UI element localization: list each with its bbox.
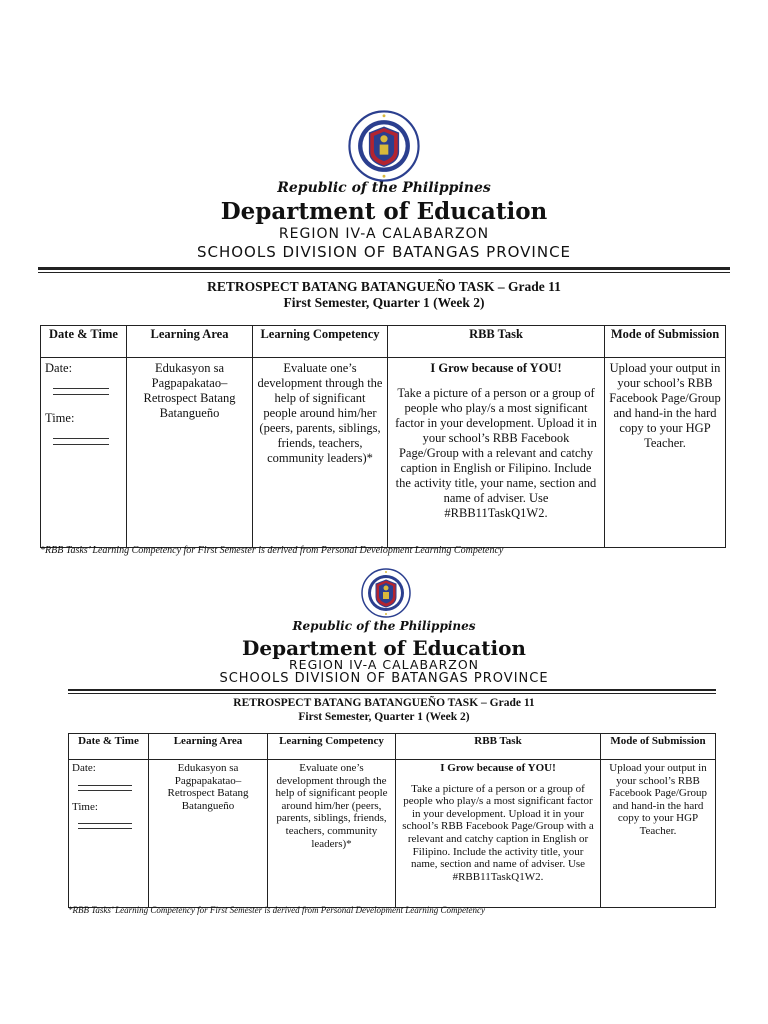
time-label: Time:: [72, 800, 98, 813]
date-blank-line[interactable]: [53, 388, 109, 389]
region-line: REGION IV-A CALABARZON: [288, 657, 480, 672]
time-blank-line[interactable]: [53, 444, 109, 445]
header-divider: [38, 267, 730, 270]
header-learning-competency: Learning Competency: [268, 734, 396, 760]
republic-line: Republic of the Philippines: [292, 619, 476, 633]
header-mode-of-submission: Mode of Submission: [601, 734, 716, 760]
task-subtitle: First Semester, Quarter 1 (Week 2): [283, 295, 485, 310]
region-line: REGION IV-A CALABARZON: [278, 226, 490, 242]
date-time-cell: [41, 358, 127, 548]
republic-line: Republic of the Philippines: [277, 180, 491, 196]
footnote: *RBB Tasks’ Learning Competency for First Semester is derived from Personal Development Learning Competency: [40, 545, 504, 556]
header-learning-competency: Learning Competency: [253, 326, 388, 358]
header-learning-area: Learning Area: [127, 326, 253, 358]
division-line: SCHOOLS DIVISION OF BATANGAS PROVINCE: [219, 671, 549, 686]
submission-cell: Upload your output in your school’s RBB Facebook Page/Group and hand-in the hard copy to your HGP Teacher.: [605, 358, 726, 548]
task-heading: I Grow because of YOU!: [430, 361, 562, 375]
time-label: Time:: [45, 411, 75, 425]
date-label: Date:: [72, 762, 96, 774]
time-blank-line[interactable]: [53, 438, 109, 439]
date-blank-line[interactable]: [53, 394, 109, 395]
learning-area-cell: Edukasyon sa Pagpapakatao– Retrospect Batang Batangueño: [127, 358, 253, 548]
department-title: Department of Education: [220, 198, 548, 225]
deped-seal-icon: [342, 110, 426, 182]
date-blank-line[interactable]: [78, 790, 132, 791]
header-divider: [68, 689, 716, 691]
task-body: Take a picture of a person or a group of people who play/s a most significant factor in your development. Upload it in your school’s RBB Facebook Page/Group with a relevant and catchy caption in English or Filipino. Include the activity title, your name, section and name of adviser. Use #RBB11TaskQ1W2.: [402, 782, 594, 883]
task-subtitle: First Semester, Quarter 1 (Week 2): [298, 711, 470, 723]
competency-cell: Evaluate one’s development through the help of significant people around him/her (peers, parents, siblings, friends, teachers, community leaders)*: [268, 760, 396, 908]
learning-area-cell: Edukasyon sa Pagpapakatao– Retrospect Batang Batangueño: [149, 760, 268, 908]
task-title: RETROSPECT BATANG BATANGUEÑO TASK – Grade 11: [233, 697, 535, 709]
deped-seal-icon: [350, 568, 422, 618]
rbb-task-cell: [388, 358, 605, 548]
competency-cell: Evaluate one’s development through the help of significant people around him/her (peers, parents, siblings, friends, teachers, community leaders)*: [253, 358, 388, 548]
department-title: Department of Education: [242, 636, 526, 660]
footnote: *RBB Tasks’ Learning Competency for First Semester is derived from Personal Development Learning Competency: [68, 905, 486, 915]
task-body: Take a picture of a person or a group of people who play/s a most significant factor in your development. Upload it in your school’s RBB Facebook Page/Group with a relevant and catchy caption in English or Filipino. Include the activity title, your name, section and name of adviser. Use #RBB11TaskQ1W2.: [395, 386, 597, 520]
header-divider-thin: [38, 272, 730, 273]
submission-cell: Upload your output in your school’s RBB Facebook Page/Group and hand-in the hard copy to your HGP Teacher.: [601, 760, 716, 908]
time-blank-line[interactable]: [78, 828, 132, 829]
task-heading: I Grow because of YOU!: [440, 762, 556, 774]
header-divider-thin: [68, 693, 716, 694]
header-date-time: Date & Time: [41, 326, 127, 358]
header-learning-area: Learning Area: [149, 734, 268, 760]
table-row: [41, 358, 726, 548]
rbb-task-table: [40, 325, 726, 548]
division-line: SCHOOLS DIVISION OF BATANGAS PROVINCE: [196, 243, 572, 261]
header-mode-of-submission: Mode of Submission: [605, 326, 726, 358]
task-title: RETROSPECT BATANG BATANGUEÑO TASK – Grade 11: [207, 279, 561, 294]
date-time-cell: [69, 760, 149, 908]
header-date-time: Date & Time: [69, 734, 149, 760]
rbb-task-cell: [396, 760, 601, 908]
date-label: Date:: [45, 361, 73, 375]
time-blank-line[interactable]: [78, 823, 132, 824]
header-rbb-task: RBB Task: [388, 326, 605, 358]
table-header-row: [41, 326, 726, 358]
rbb-task-table: [68, 733, 716, 908]
table-row: [69, 760, 716, 908]
date-blank-line[interactable]: [78, 785, 132, 786]
header-rbb-task: RBB Task: [396, 734, 601, 760]
table-header-row: [69, 734, 716, 760]
